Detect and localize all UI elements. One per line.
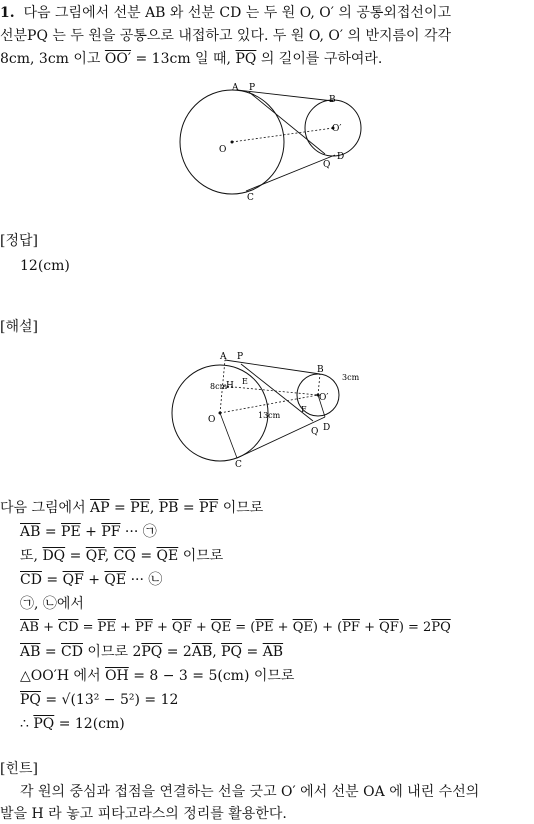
solution-line-3: 또, $\overline{DQ} = \overline{QF}$, $\overline{CQ} = \overline{QE}$ 이므로 bbox=[20, 548, 224, 564]
hint-line-1: 각 원의 중심과 접점을 연결하는 선을 긋고 O′ 에서 선분 OA 에 내린 수선의 bbox=[20, 784, 480, 800]
solution-line-10: ∴ $\overline{PQ} = 12(cm)$ bbox=[20, 716, 125, 732]
fig2-label-C: C bbox=[235, 460, 242, 470]
fig2-label-Q: Q bbox=[311, 427, 319, 437]
fig1-label-D: D bbox=[337, 152, 345, 162]
fig1-label-O: O bbox=[219, 145, 227, 155]
fig2-label-B: B bbox=[317, 365, 324, 375]
solution-line-7: $\overline{AB} = \overline{CD}$ 이므로 $2\overline{PQ} = 2\overline{AB}$, $\overline{PQ} = \overline{AB}$ bbox=[20, 644, 284, 660]
solution-heading: [해설] bbox=[0, 319, 38, 335]
answer-heading: [정답] bbox=[0, 233, 38, 249]
solution-line-8: △OO′H 에서 $\overline{OH} = 8 - 3 = 5(cm)$ 이므로 bbox=[20, 668, 295, 684]
problem-line-2: 선분PQ 는 두 원을 공통으로 내접하고 있다. 두 원 O, O′ 의 반지름이 각각 bbox=[0, 28, 452, 44]
solution-line-6: $\overline{AB} + \overline{CD} = \overline{PE} + \overline{PF} + \overline{QF} + \overline{QE} = (\overline{PE} + \overline{QE}) + (\overline{PF} + \overline{QF}) = 2\overline{PQ}$ bbox=[20, 620, 451, 635]
fig2-label-D: D bbox=[323, 423, 331, 433]
hint-heading: [힌트] bbox=[0, 761, 38, 777]
fig2-label-d: 13cm bbox=[258, 411, 281, 420]
fig2-label-Op: O′ bbox=[319, 393, 329, 403]
fig2-label-r1: 8cm bbox=[210, 382, 228, 391]
fig1-label-B: B bbox=[329, 95, 336, 105]
problem-line-3: 8cm, 3cm 이고 OO′ = 13cm 일 때, $\overline{PQ}$ 의 길이를 구하여라. bbox=[0, 51, 383, 67]
fig1-label-Op: O′ bbox=[332, 124, 342, 134]
fig1-label-P: P bbox=[249, 83, 256, 93]
segment-PQ: $\overline{PQ}$ bbox=[235, 51, 257, 67]
figure-2 bbox=[170, 350, 370, 475]
fig2-label-F: F bbox=[301, 405, 307, 414]
solution-line-5: ㉠, ㉡에서 bbox=[20, 596, 84, 612]
fig2-label-P: P bbox=[237, 352, 244, 362]
solution-line-1: 다음 그림에서 $\overline{AP} = \overline{PE}$, $\overline{PB} = \overline{PF}$ 이므로 bbox=[0, 500, 264, 516]
fig2-label-r2: 3cm bbox=[342, 373, 360, 382]
answer-value: 12(cm) bbox=[20, 258, 70, 274]
fig1-label-A: A bbox=[232, 83, 239, 93]
problem-text-1: 다음 그림에서 선분 AB 와 선분 CD 는 두 원 O, O′ 의 공통외접선이고 bbox=[23, 5, 452, 21]
fig1-label-Q: Q bbox=[323, 160, 331, 170]
solution-line-9: $\overline{PQ} = √(13^2 - 5^2) = 12$ bbox=[20, 692, 179, 708]
fig2-label-A: A bbox=[220, 352, 227, 362]
fig2-label-O: O bbox=[208, 415, 216, 425]
problem-number: 1. bbox=[0, 5, 15, 21]
fig2-label-E: E bbox=[242, 377, 248, 386]
problem-line-1 bbox=[0, 4, 451, 22]
solution-line-4: $\overline{CD} = \overline{QF} + \overline{QE}$ ··· ㉡ bbox=[20, 572, 163, 588]
fig1-label-C: C bbox=[247, 193, 254, 203]
segment-OO: OO′ bbox=[104, 51, 132, 67]
fig2-label-H: H bbox=[226, 381, 234, 391]
hint-line-2: 발을 H 라 놓고 피타고라스의 정리를 활용한다. bbox=[0, 806, 287, 822]
figure-1 bbox=[175, 80, 365, 205]
solution-line-2: $\overline{AB} = \overline{PE} + \overline{PF}$ ··· ㉠ bbox=[20, 524, 157, 540]
